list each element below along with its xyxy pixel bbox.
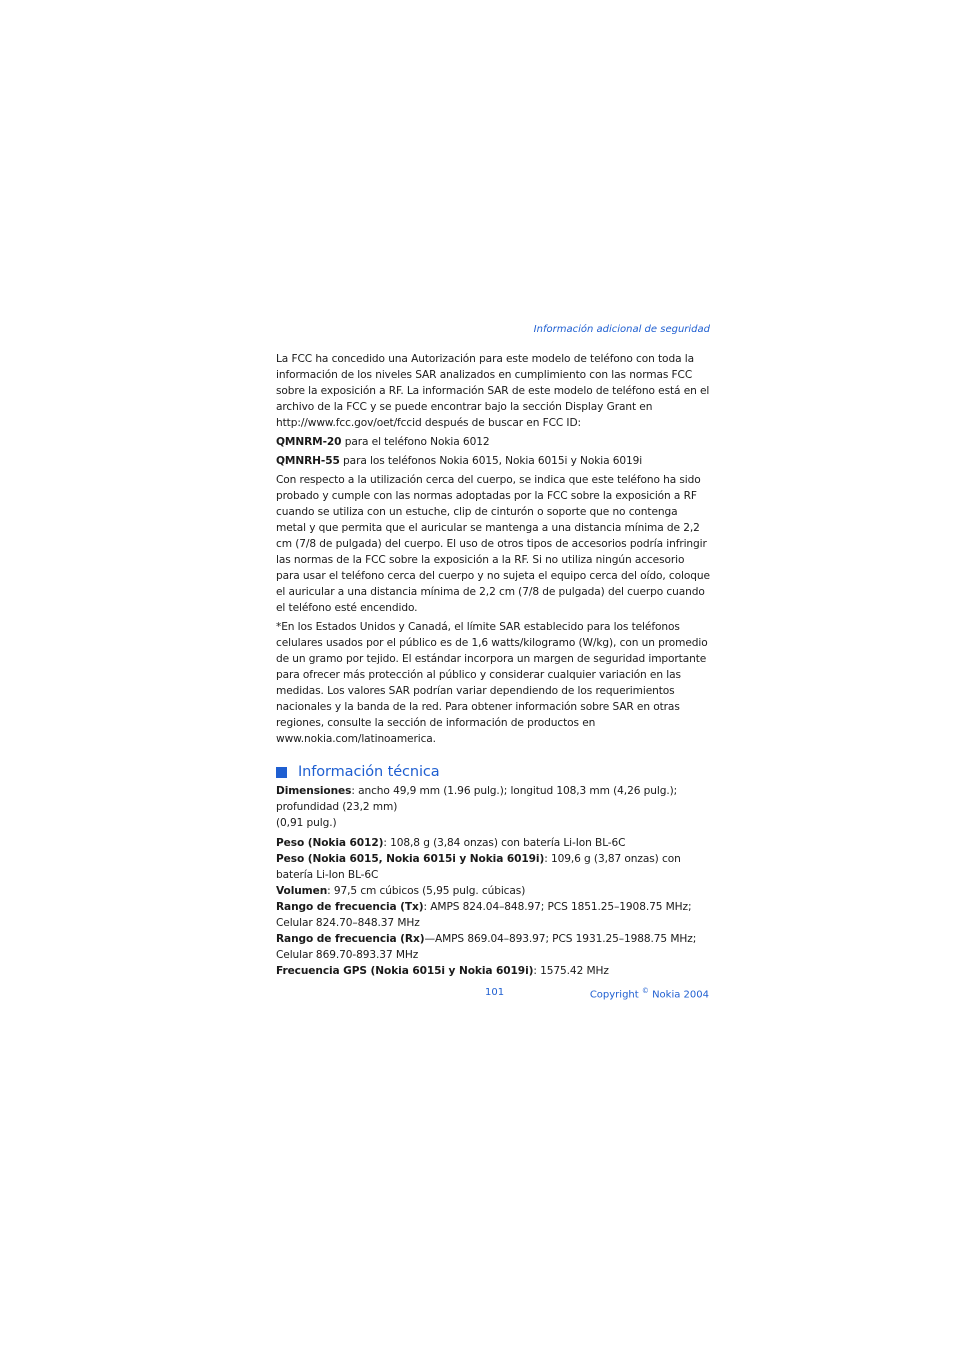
spec-list <box>276 783 710 979</box>
page-number: 101 <box>485 987 505 998</box>
spec-label: Rango de frecuencia (Tx) <box>276 901 424 913</box>
body-use-paragraph: Con respecto a la utilización cerca del cuerpo, se indica que este teléfono ha sido probado y cumple con las normas adoptadas por la FCC sobre la exposición a RF cuando se utiliza con un estuche, clip de cinturón o soporte que no contenga metal y que permita que el auricular se mantenga a una distancia mínima de 2,2 cm (7/8 de pulgada) del cuerpo. El uso de otros tipos de accesorios podría infringir las normas de la FCC sobre la exposición a la RF. Si no utiliza ningún accesorio para usar el teléfono cerca del cuerpo y no sujeta el equipo cerca del oído, coloque el auricular a una distancia mínima de 2,2 cm (7/8 de pulgada) del cuerpo cuando el teléfono esté encendido. <box>276 474 710 614</box>
spec-value: : ancho 49,9 mm (1.96 pulg.); longitud 108,3 mm (4,26 pulg.); profundidad (23,2 mm) <box>276 785 678 813</box>
spec-weight-6012 <box>276 835 710 851</box>
spec-dimensions <box>276 783 710 815</box>
qmnrm-label: QMNRM-20 <box>276 436 342 448</box>
main-content <box>276 351 710 979</box>
qmnrh-text: para los teléfonos Nokia 6015, Nokia 6015i y Nokia 6019i <box>339 455 643 467</box>
spec-label: Peso (Nokia 6012) <box>276 837 384 849</box>
qmnrh-paragraph <box>276 453 710 469</box>
spec-label: Rango de frecuencia (Rx) <box>276 933 425 945</box>
spec-label: Frecuencia GPS (Nokia 6015i y Nokia 6019i) <box>276 965 534 977</box>
spec-label: Peso (Nokia 6015, Nokia 6015i y Nokia 6019i) <box>276 853 545 865</box>
spec-tx-extra: Celular 824.70–848.37 MHz <box>276 917 420 929</box>
square-bullet-icon <box>276 767 287 778</box>
qmnrh-label: QMNRH-55 <box>276 455 340 467</box>
copyright-symbol: © <box>641 987 649 995</box>
section-heading <box>276 763 710 781</box>
spec-gps <box>276 963 710 979</box>
section-title: Información técnica <box>298 764 440 780</box>
spec-rx <box>276 931 710 947</box>
qmnrm-text: para el teléfono Nokia 6012 <box>341 436 490 448</box>
copyright-word: Copyright <box>589 989 639 1001</box>
qmnrm-paragraph <box>276 434 710 450</box>
spec-value: : AMPS 824.04–848.97; PCS 1851.25–1908.75 MHz; <box>423 901 692 913</box>
copyright-owner: Nokia 2004 <box>652 989 709 1001</box>
spec-rx-extra: Celular 869.70-893.37 MHz <box>276 949 419 961</box>
spec-value: : 1575.42 MHz <box>533 965 609 977</box>
spec-value: : 97,5 cm cúbicos (5,95 pulg. cúbicas) <box>327 885 526 897</box>
spec-value: : 109,6 g (3,87 onzas) con batería Li-Ion BL-6C <box>276 853 681 881</box>
spec-tx <box>276 899 710 915</box>
spec-label: Dimensiones <box>276 785 352 797</box>
spec-dimensions-extra: (0,91 pulg.) <box>276 817 337 829</box>
spec-volume <box>276 883 710 899</box>
spec-value: : 108,8 g (3,84 onzas) con batería Li-Ion BL-6C <box>383 837 626 849</box>
copyright <box>590 987 709 1000</box>
spec-weight-6015 <box>276 851 710 883</box>
running-header: Información adicional de seguridad <box>533 324 710 335</box>
fcc-intro-paragraph: La FCC ha concedido una Autorización para este modelo de teléfono con toda la información de los niveles SAR analizados en cumplimiento con las normas FCC sobre la exposición a RF. La información SAR de este modelo de teléfono está en el archivo de la FCC y se puede encontrar bajo la sección Display Grant en http://www.fcc.gov/oet/fccid después de buscar en FCC ID: <box>276 353 710 429</box>
spec-value: —AMPS 869.04–893.97; PCS 1931.25–1988.75 MHz; <box>424 933 697 945</box>
spec-label: Volumen <box>276 885 328 897</box>
sar-limit-paragraph: *En los Estados Unidos y Canadá, el límite SAR establecido para los teléfonos celulares usados por el público es de 1,6 watts/kilogramo (W/kg), con un promedio de un gramo por tejido. El estándar incorpora un margen de seguridad importante para ofrecer más protección al público y considerar cualquier variación en las medidas. Los valores SAR podrían variar dependiendo de los requerimientos nacionales y la banda de la red. Para obtener información sobre SAR en otras regiones, consulte la sección de información de productos en www.nokia.com/latinoamerica. <box>276 621 708 745</box>
